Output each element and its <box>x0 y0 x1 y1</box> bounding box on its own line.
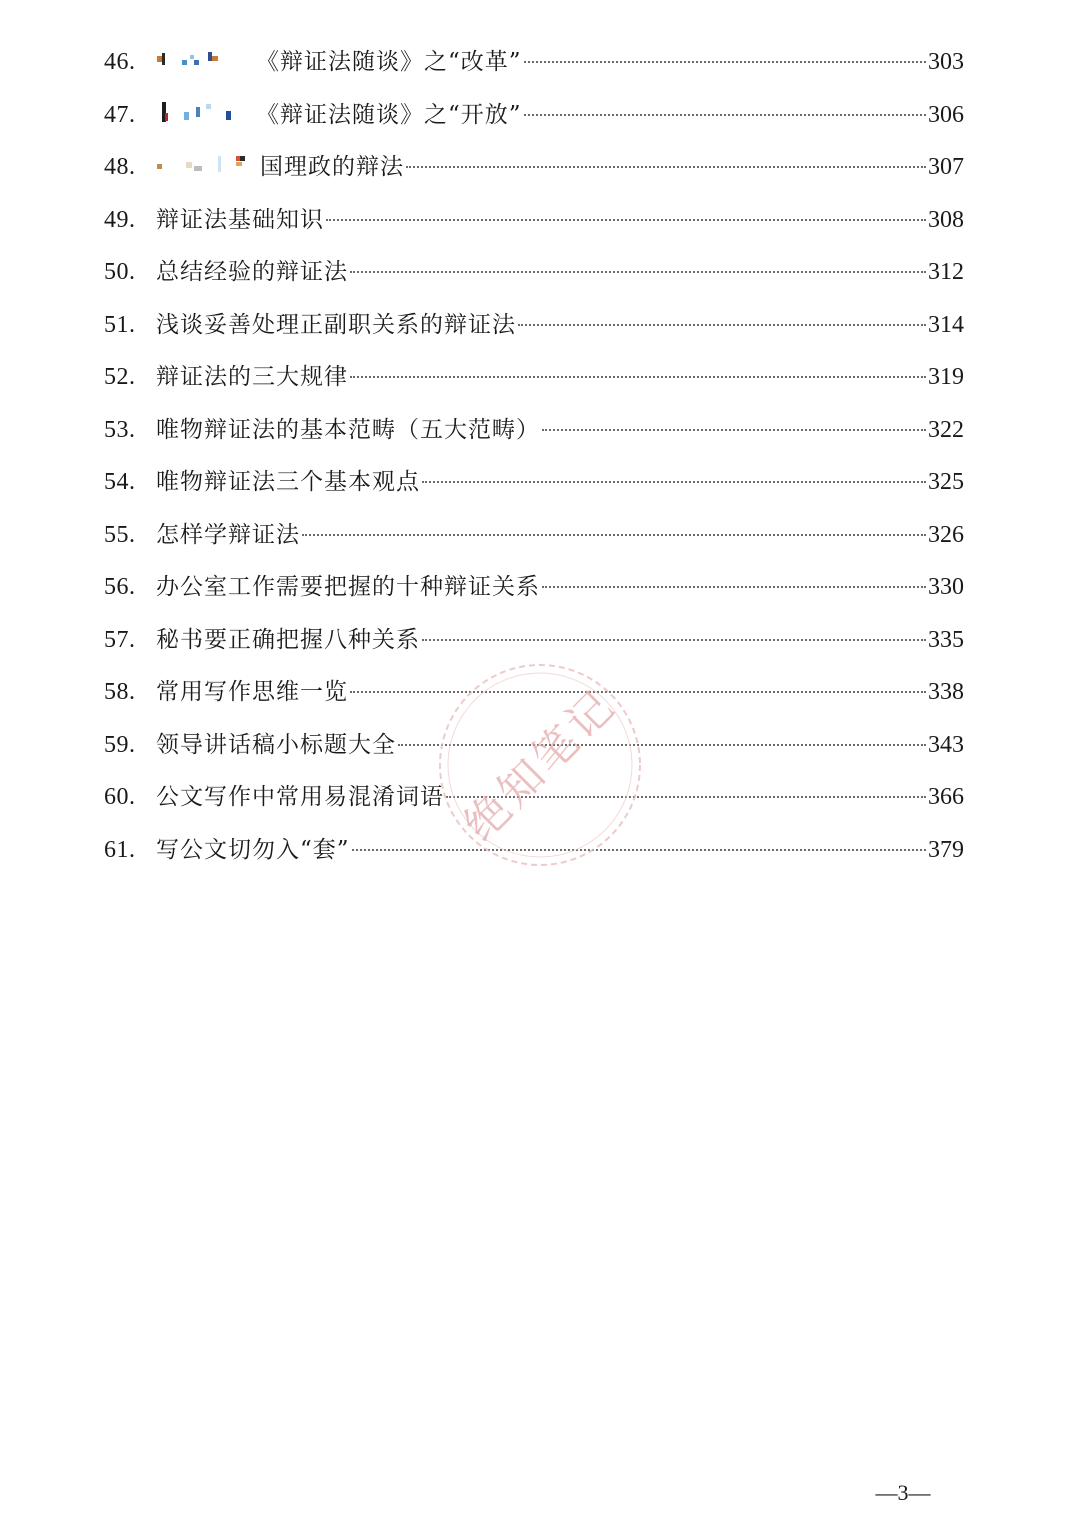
toc-entry-number: 56. <box>104 574 136 600</box>
toc-entry-number: 59. <box>104 731 136 758</box>
toc-entry[interactable] <box>104 351 964 404</box>
toc-entry-page: 322 <box>928 416 964 443</box>
toc-entry-page: 319 <box>928 364 964 390</box>
toc-entry-number: 55. <box>104 521 136 548</box>
toc-entry-number: 51. <box>104 311 136 338</box>
toc-entry-page: 343 <box>928 731 964 758</box>
toc-entry-page: 326 <box>928 521 964 548</box>
toc-entry[interactable] <box>104 194 964 247</box>
dot-leader <box>542 429 926 431</box>
toc-entry-title: 浅谈妥善处理正副职关系的辩证法 <box>156 311 516 338</box>
toc-entry[interactable] <box>104 614 964 667</box>
dot-leader <box>542 586 926 588</box>
toc-entry-number: 57. <box>104 626 136 653</box>
toc-entry-page: 366 <box>928 784 964 810</box>
toc-entry[interactable] <box>104 89 964 142</box>
toc-entry-number: 54. <box>104 469 136 495</box>
toc-entry-page: 338 <box>928 679 964 705</box>
dot-leader <box>350 376 926 378</box>
redacted-text <box>156 49 252 69</box>
toc-entry-title: 辩证法的三大规律 <box>156 364 348 390</box>
toc-entry-title: 秘书要正确把握八种关系 <box>156 626 420 653</box>
dot-leader <box>524 61 926 63</box>
redacted-text <box>156 154 256 174</box>
toc-entry-number: 53. <box>104 416 136 443</box>
dot-leader <box>422 639 926 641</box>
toc-entry[interactable] <box>104 456 964 509</box>
watermark-text: 绝知笔记 <box>454 679 627 852</box>
toc-entry-title: 国理政的辩法 <box>260 154 404 180</box>
toc-entry[interactable] <box>104 246 964 299</box>
toc-entry-page: 314 <box>928 311 964 338</box>
toc-entry[interactable] <box>104 404 964 457</box>
toc-entry-title: 常用写作思维一览 <box>156 679 348 705</box>
page-number: —3— <box>875 1480 931 1505</box>
toc-entry-title: 《辩证法随谈》之“开放” <box>256 101 522 128</box>
dot-leader <box>326 219 926 221</box>
toc-entry[interactable] <box>104 719 964 772</box>
dot-leader <box>352 849 926 851</box>
toc-entry[interactable] <box>104 666 964 719</box>
toc-entry-page: 307 <box>928 154 964 180</box>
dot-leader <box>524 114 926 116</box>
toc-entry-number: 49. <box>104 206 136 233</box>
toc-entry-title: 办公室工作需要把握的十种辩证关系 <box>156 574 540 600</box>
toc-entry-title: 写公文切勿入“套” <box>156 836 350 863</box>
toc-entry[interactable] <box>104 561 964 614</box>
toc-entry-number: 47. <box>104 101 136 128</box>
toc-entry-number: 46. <box>104 49 136 75</box>
toc-entry-title: 《辩证法随谈》之“改革” <box>256 49 522 75</box>
toc-entry-title: 唯物辩证法的基本范畴（五大范畴） <box>156 416 540 443</box>
dot-leader <box>518 324 926 326</box>
toc-entry-number: 61. <box>104 836 136 863</box>
toc-entry-number: 52. <box>104 364 136 390</box>
toc-entry[interactable] <box>104 36 964 89</box>
dot-leader <box>406 166 926 168</box>
toc-entry-title: 公文写作中常用易混淆词语 <box>156 784 444 810</box>
toc-entry[interactable] <box>104 299 964 352</box>
dot-leader <box>446 796 926 798</box>
dot-leader <box>302 534 926 536</box>
toc-entry-title: 总结经验的辩证法 <box>156 259 348 285</box>
toc-entry-title: 唯物辩证法三个基本观点 <box>156 469 420 495</box>
dot-leader <box>350 691 926 693</box>
dot-leader <box>350 271 926 273</box>
table-of-contents <box>104 36 964 876</box>
toc-entry-page: 306 <box>928 101 964 128</box>
toc-entry-page: 303 <box>928 49 964 75</box>
toc-entry-title: 怎样学辩证法 <box>156 521 300 548</box>
toc-entry-number: 60. <box>104 784 136 810</box>
toc-entry[interactable] <box>104 509 964 562</box>
toc-entry[interactable] <box>104 824 964 877</box>
toc-entry-page: 308 <box>928 206 964 233</box>
toc-entry[interactable] <box>104 771 964 824</box>
toc-entry-page: 312 <box>928 259 964 285</box>
dot-leader <box>398 744 926 746</box>
redacted-text <box>156 102 252 122</box>
toc-entry-title: 领导讲话稿小标题大全 <box>156 731 396 758</box>
toc-entry-page: 330 <box>928 574 964 600</box>
toc-entry-page: 335 <box>928 626 964 653</box>
toc-entry-number: 58. <box>104 679 136 705</box>
toc-entry-number: 50. <box>104 259 136 285</box>
toc-entry-title: 辩证法基础知识 <box>156 206 324 233</box>
toc-entry-page: 325 <box>928 469 964 495</box>
toc-entry-page: 379 <box>928 836 964 863</box>
toc-entry[interactable] <box>104 141 964 194</box>
dot-leader <box>422 481 926 483</box>
toc-entry-number: 48. <box>104 154 136 180</box>
